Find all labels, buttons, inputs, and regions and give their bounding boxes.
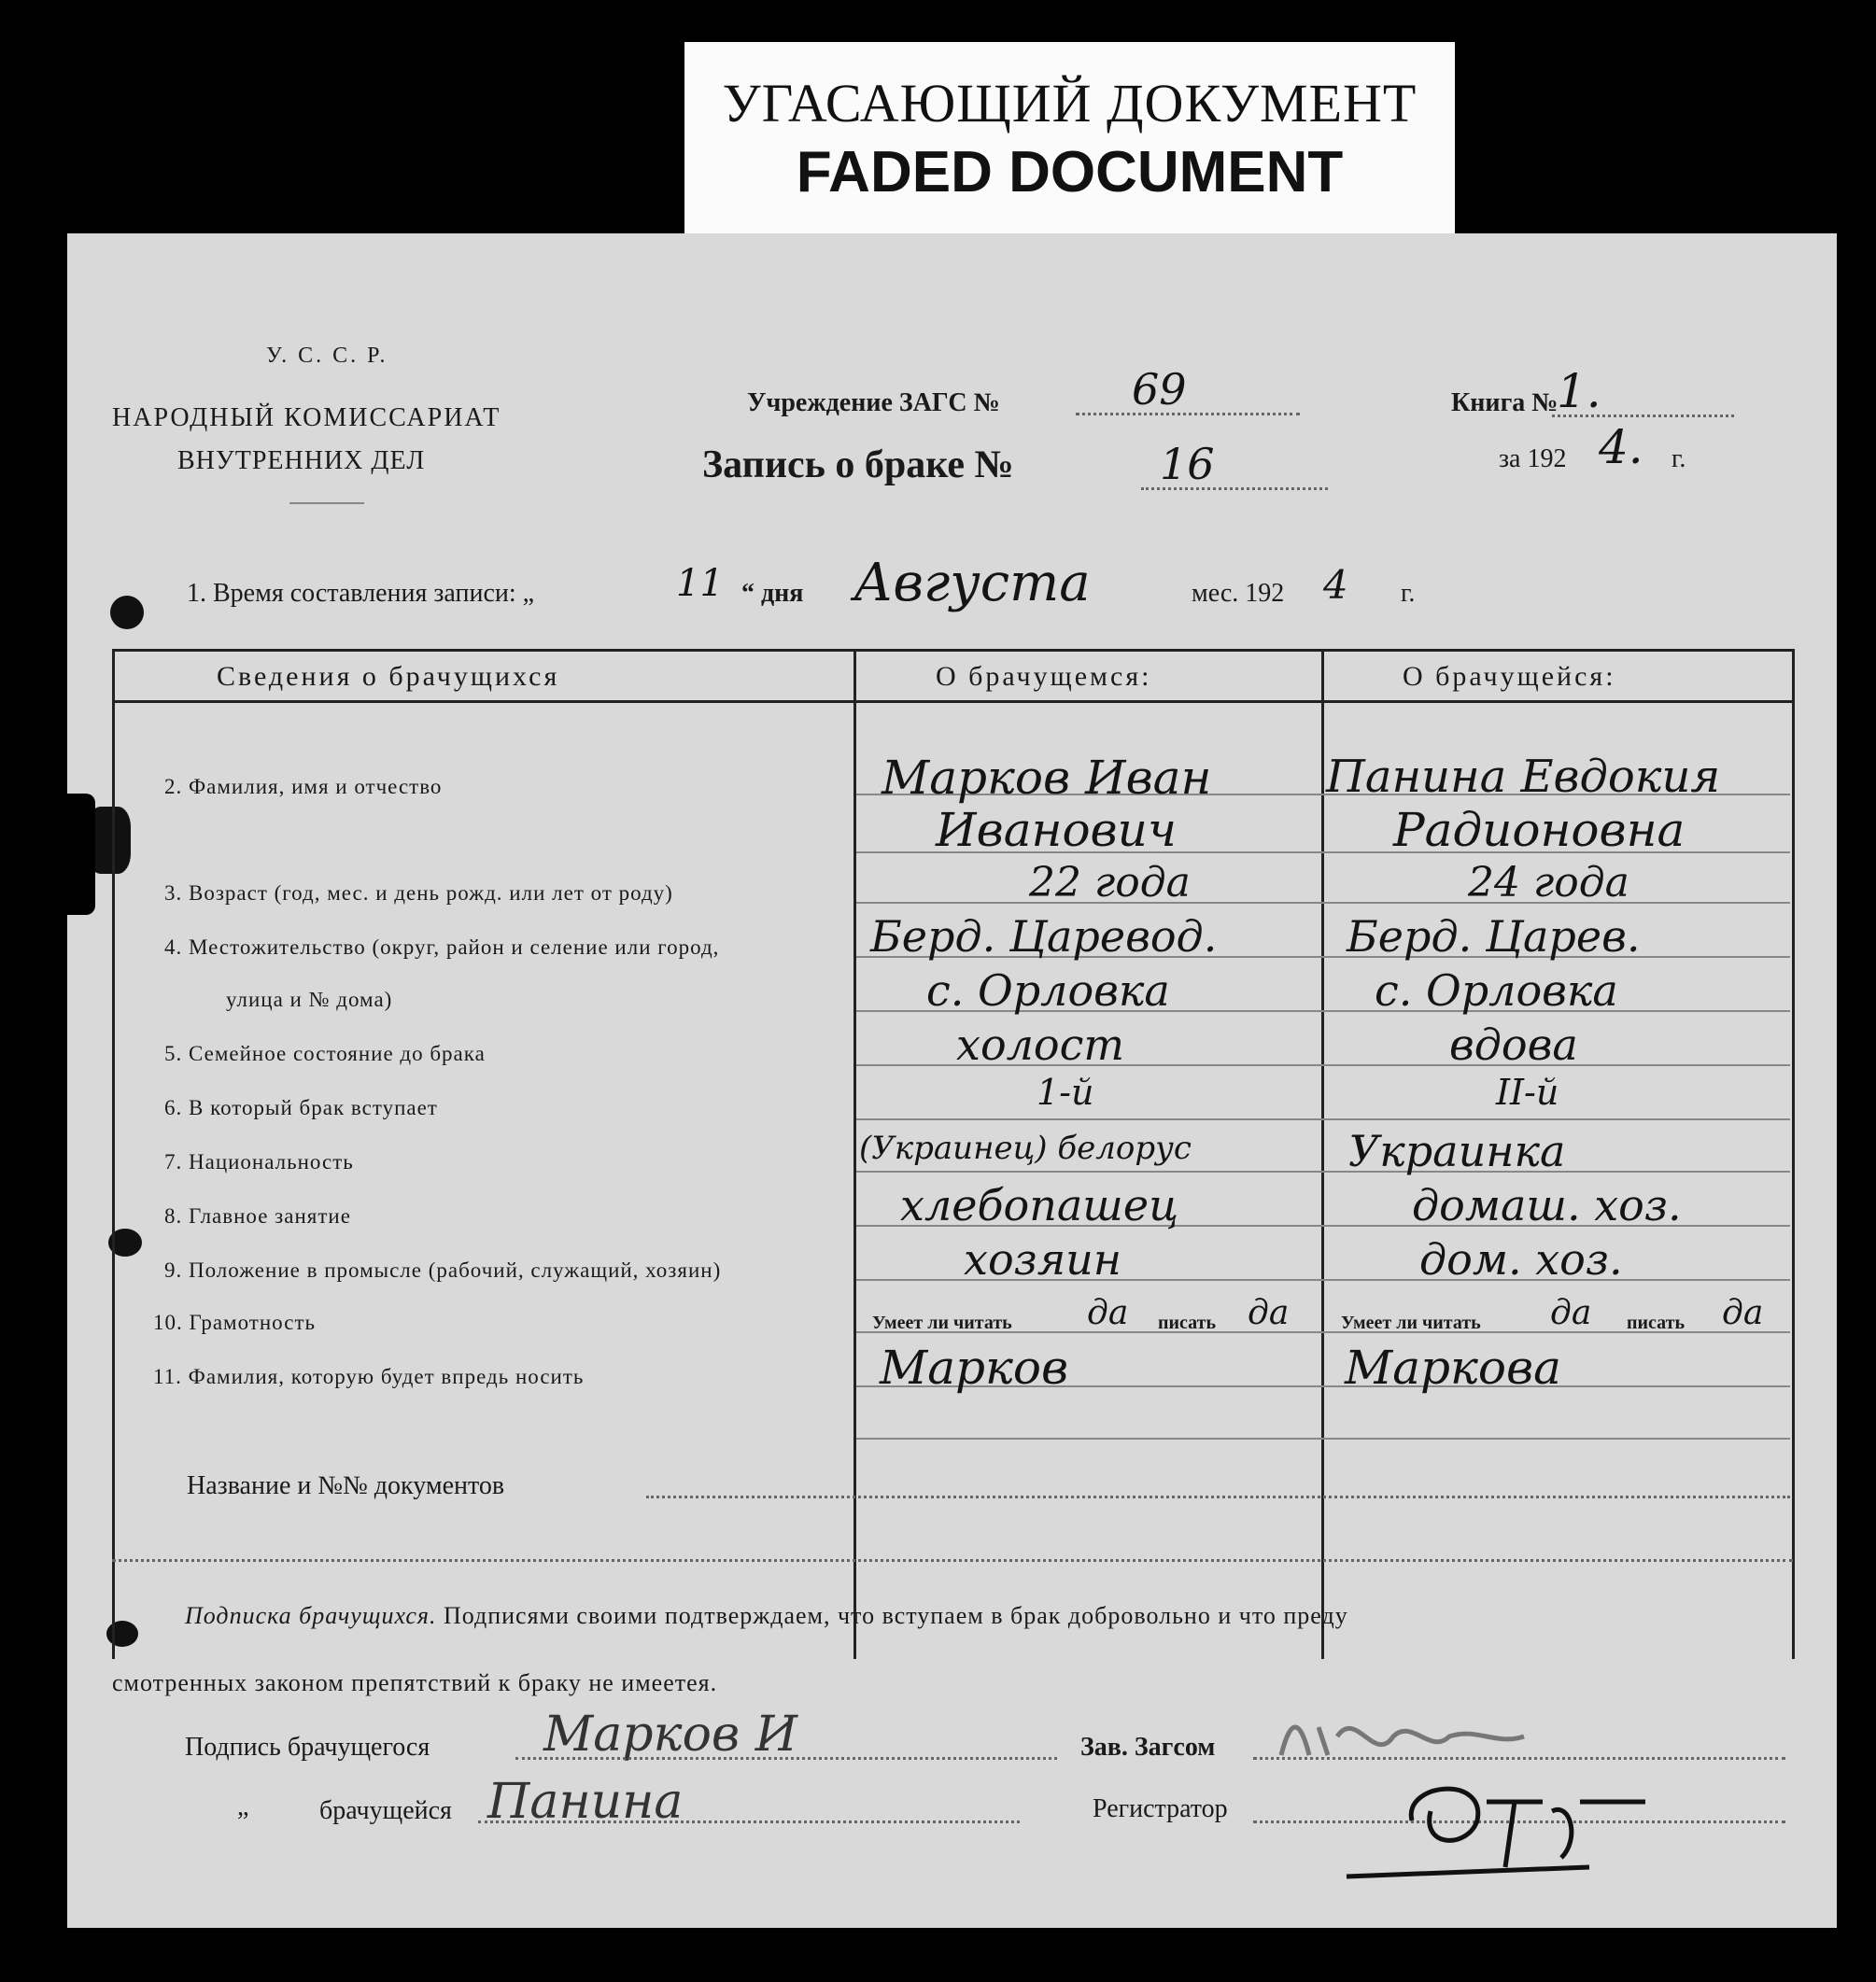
date-suffix: г. [1401,579,1416,608]
row-label: 9. Положение в промысле (рабочий, служащий, хозяин) [164,1258,722,1282]
head-signature-label: Зав. Загсом [1080,1733,1216,1762]
groom-read-label: Умеет ли читать [872,1313,1012,1333]
office-label: Учреждение ЗАГС № [747,388,1000,417]
marriage-record-sheet [67,233,1837,1928]
commissariat-line1: НАРОДНЫЙ КОМИССАРИАТ [112,403,501,432]
bride-age: 24 года [1468,859,1629,907]
groom-residence-line2: с. Орловка [926,965,1170,1016]
row-label: 2. Фамилия, имя и отчество [164,775,443,798]
bride-name-line2: Радионовна [1393,803,1686,857]
declaration-line2: смотренных законом препятствий к браку не имеетея. [112,1669,718,1696]
table-top-border [112,649,1795,652]
faded-document-banner [684,42,1455,238]
banner-title-en: FADED DOCUMENT [796,140,1344,204]
documents-label: Название и №№ документов [187,1471,505,1500]
groom-marital-status: холост [956,1019,1125,1070]
row-label: улица и № дома) [226,988,393,1011]
documents-fill-line [646,1496,1790,1498]
record-day: 11 [676,562,724,605]
groom-position: хозяин [964,1234,1122,1285]
groom-nationality: (Украинец) белорус [859,1130,1192,1167]
book-value: 1. [1557,364,1601,418]
bride-marriage-number: II-й [1496,1072,1559,1113]
commissariat-line2: ВНУТРЕННИХ ДЕЛ [177,446,426,475]
record-year: 4 [1323,562,1348,608]
col-header-info: Сведения о брачущихся [217,661,560,692]
groom-marriage-number: 1-й [1037,1072,1094,1113]
bride-signature-prefix: „ [237,1792,249,1821]
date-month-suffix: мес. 192 [1192,579,1285,608]
bride-marital-status: вдова [1449,1019,1578,1070]
table-col-divider [853,649,856,1659]
bride-signature-label: брачущейся [319,1796,452,1825]
head-signature-scribble [1272,1699,1701,1886]
date-day-suffix: “ дня [741,579,804,608]
divider [289,502,364,504]
col-header-bride: О брачущейся: [1403,661,1616,692]
row-label: 7. Национальность [164,1150,354,1174]
banner-title-ru: УГАСАЮЩИЙ ДОКУМЕНТ [722,73,1418,134]
groom-signature: Марков И [543,1707,798,1763]
row-label: 3. Возраст (год, мес. и день рожд. или лет от роду) [164,881,673,905]
record-month: Августа [853,553,1091,613]
row-label: 8. Главное занятие [164,1204,351,1228]
fill-line [1076,413,1300,415]
bride-future-surname: Маркова [1345,1341,1561,1395]
bride-residence-line2: с. Орловка [1375,965,1618,1016]
punch-hole [110,596,144,629]
fill-line [1141,487,1328,490]
row-label: 10. Грамотность [153,1311,316,1334]
groom-can-read: да [1087,1294,1129,1332]
groom-name-line1: Марков Иван [882,751,1212,805]
year-prefix: за 192 [1499,444,1567,473]
record-label: Запись о браке № [702,443,1014,486]
fill-line [1552,415,1734,417]
date-line-label: 1. Время составления записи: „ [187,579,535,608]
col-header-groom: О брачущемся: [936,661,1152,692]
table-left-border [112,649,115,1659]
bride-can-write: да [1722,1294,1764,1332]
row-label: 5. Семейное состояние до брака [164,1042,486,1065]
office-value: 69 [1132,364,1187,415]
declaration-text1: Подписями своими подтверждаем, что вступаем в брак добровольно и что преду [443,1602,1348,1629]
groom-residence-line1: Берд. Царевод. [870,911,1218,962]
documents-fill-line-2 [112,1559,1793,1562]
registrar-signature-label: Регистратор [1093,1794,1228,1823]
declaration-title: Подписка брачущихся. [185,1602,437,1629]
table-header-border [112,700,1795,703]
year-suffix: г. [1671,444,1686,473]
bride-nationality: Украинка [1348,1126,1566,1176]
groom-can-write: да [1248,1294,1290,1332]
bride-position: дом. хоз. [1419,1234,1623,1285]
groom-occupation: хлебопашец [900,1180,1179,1230]
bride-residence-line1: Берд. Царев. [1347,911,1641,962]
torn-edge [67,794,95,915]
row-label: 4. Местожительство (округ, район и селение или город, [164,935,720,959]
state-label: У. С. С. Р. [266,344,388,368]
table-col-divider [1321,649,1324,1659]
groom-signature-label: Подпись брачущегося [185,1733,430,1762]
bride-name-line1: Панина Евдокия [1326,751,1721,803]
groom-name-line2: Иванович [936,803,1177,857]
year-value: 4. [1599,420,1643,474]
row-label: 6. В который брак вступает [164,1096,438,1119]
bride-write-label: писать [1627,1313,1686,1333]
groom-write-label: писать [1158,1313,1217,1333]
bride-signature: Панина [487,1774,684,1830]
bride-can-read: да [1550,1294,1592,1332]
signature-line [515,1757,1057,1760]
row-label: 11. Фамилия, которую будет впредь носить [153,1365,585,1388]
groom-age: 22 года [1029,859,1191,907]
book-label: Книга № [1451,388,1559,417]
bride-read-label: Умеет ли читать [1341,1313,1481,1333]
signature-line [478,1820,1020,1823]
table-right-border [1792,649,1795,1659]
record-value: 16 [1160,439,1215,489]
bride-occupation: домаш. хоз. [1412,1180,1682,1230]
groom-future-surname: Марков [880,1341,1069,1395]
declaration-line1 [185,1602,1348,1630]
